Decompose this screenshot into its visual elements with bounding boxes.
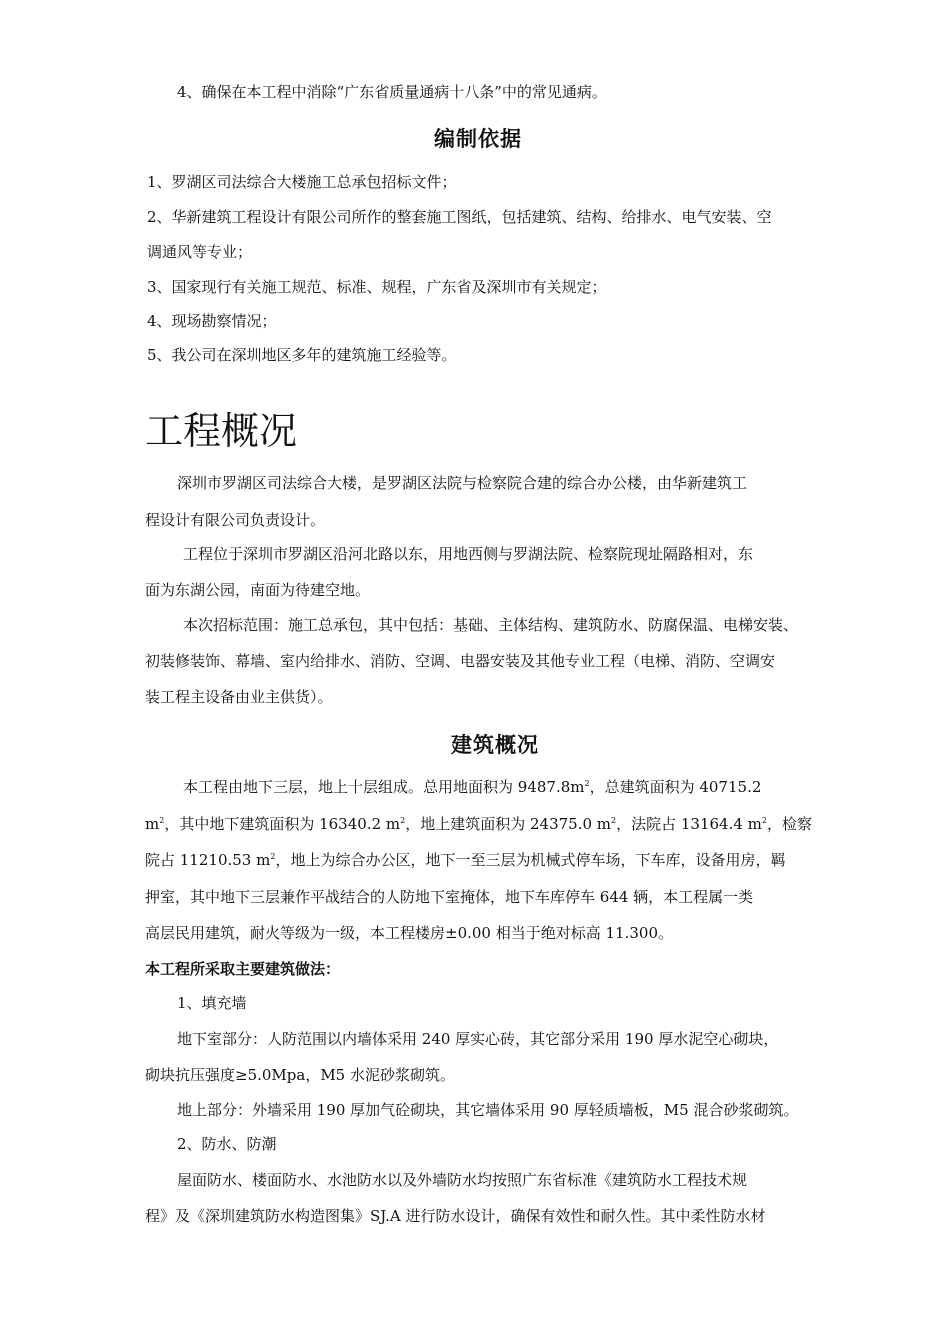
building-text: ，地上为综合办公区，地下一至三层为机械式停车场，下车库，设备用房，羁 (275, 851, 786, 869)
waterproof-title: 2、防水、防潮 (177, 1135, 277, 1153)
overview-line: 程设计有限公司负责设计。 (145, 511, 326, 529)
building-line (145, 814, 812, 834)
basis-line: 1、罗湖区司法综合大楼施工总承包招标文件； (147, 173, 457, 191)
building-text: ，检察 (767, 815, 813, 833)
building-text: ，地上建筑面积为 24375.0 m (405, 815, 612, 833)
overview-heading: 工程概况 (145, 409, 298, 453)
overview-line: 深圳市罗湖区司法综合大楼，是罗湖区法院与检察院合建的综合办公楼，由华新建筑工 (177, 474, 748, 492)
building-line (183, 777, 761, 797)
superscript: 2 (159, 816, 165, 825)
superscript: 2 (761, 816, 767, 825)
basis-line: 调通风等专业； (147, 243, 253, 261)
basis-line: 3、国家现行有关施工规范、标准、规程，广东省及深圳市有关规定； (147, 278, 607, 296)
building-text: ，其中地下建筑面积为 16340.2 m (164, 815, 401, 833)
building-text: 院占 11210.53 m (145, 851, 271, 869)
overview-line: 初装修装饰、幕墙、室内给排水、消防、空调、电器安装及其他专业工程（电梯、消防、空调安 (145, 652, 776, 670)
superscript: 2 (270, 852, 276, 861)
waterproof-line: 程》及《深圳建筑防水构造图集》SJ.A 进行防水设计，确保有效性和耐久性。其中柔性防水材 (145, 1207, 766, 1225)
building-line (145, 850, 785, 870)
infill-line: 地上部分：外墙采用 190 厚加气砼砌块，其它墙体采用 90 厚轻质墙板，M5 混合砂浆砌筑。 (177, 1101, 799, 1119)
basis-heading: 编制依据 (434, 126, 522, 151)
building-text: 本工程由地下三层，地上十层组成。总用地面积为 9487.8m (183, 778, 585, 796)
waterproof-line: 屋面防水、楼面防水、水池防水以及外墙防水均按照广东省标准《建筑防水工程技术规 (177, 1171, 748, 1189)
superscript: 2 (584, 779, 590, 788)
overview-line: 面为东湖公园，南面为待建空地。 (145, 581, 371, 599)
building-line: 押室，其中地下三层兼作平战结合的人防地下室掩体，地下车库停车 644 辆，本工程属一类 (145, 888, 754, 906)
infill-line: 地下室部分：人防范围以内墙体采用 240 厚实心砖，其它部分采用 190 厚水泥空心砌块， (177, 1030, 779, 1048)
overview-line: 本次招标范围：施工总承包，其中包括：基础、主体结构、建筑防水、防腐保温、电梯安装、 (183, 616, 799, 634)
building-text: ，总建筑面积为 40715.2 (589, 778, 762, 796)
basis-line: 4、现场勘察情况； (147, 312, 277, 330)
overview-line: 装工程主设备由业主供货）。 (145, 688, 333, 706)
building-heading: 建筑概况 (451, 732, 539, 757)
building-text: m (145, 815, 160, 833)
superscript: 2 (611, 816, 617, 825)
intro-item-4: 4、确保在本工程中消除“广东省质量通病十八条”中的常见通病。 (177, 83, 607, 101)
overview-line: 工程位于深圳市罗湖区沿河北路以东，用地西侧与罗湖法院、检察院现址隔路相对，东 (183, 545, 754, 563)
infill-line: 砌块抗压强度≥5.0Mpa，M5 水泥砂浆砌筑。 (145, 1066, 455, 1084)
basis-line: 2、华新建筑工程设计有限公司所作的整套施工图纸，包括建筑、结构、给排水、电气安装、空 (147, 208, 772, 226)
infill-title: 1、填充墙 (177, 994, 247, 1012)
superscript: 2 (400, 816, 406, 825)
building-line: 高层民用建筑，耐火等级为一级，本工程楼房±0.00 相当于绝对标高 11.300。 (145, 924, 673, 942)
building-text: ，法院占 13164.4 m (616, 815, 762, 833)
methods-title: 本工程所采取主要建筑做法： (145, 960, 341, 978)
basis-line: 5、我公司在深圳地区多年的建筑施工经验等。 (147, 346, 457, 364)
